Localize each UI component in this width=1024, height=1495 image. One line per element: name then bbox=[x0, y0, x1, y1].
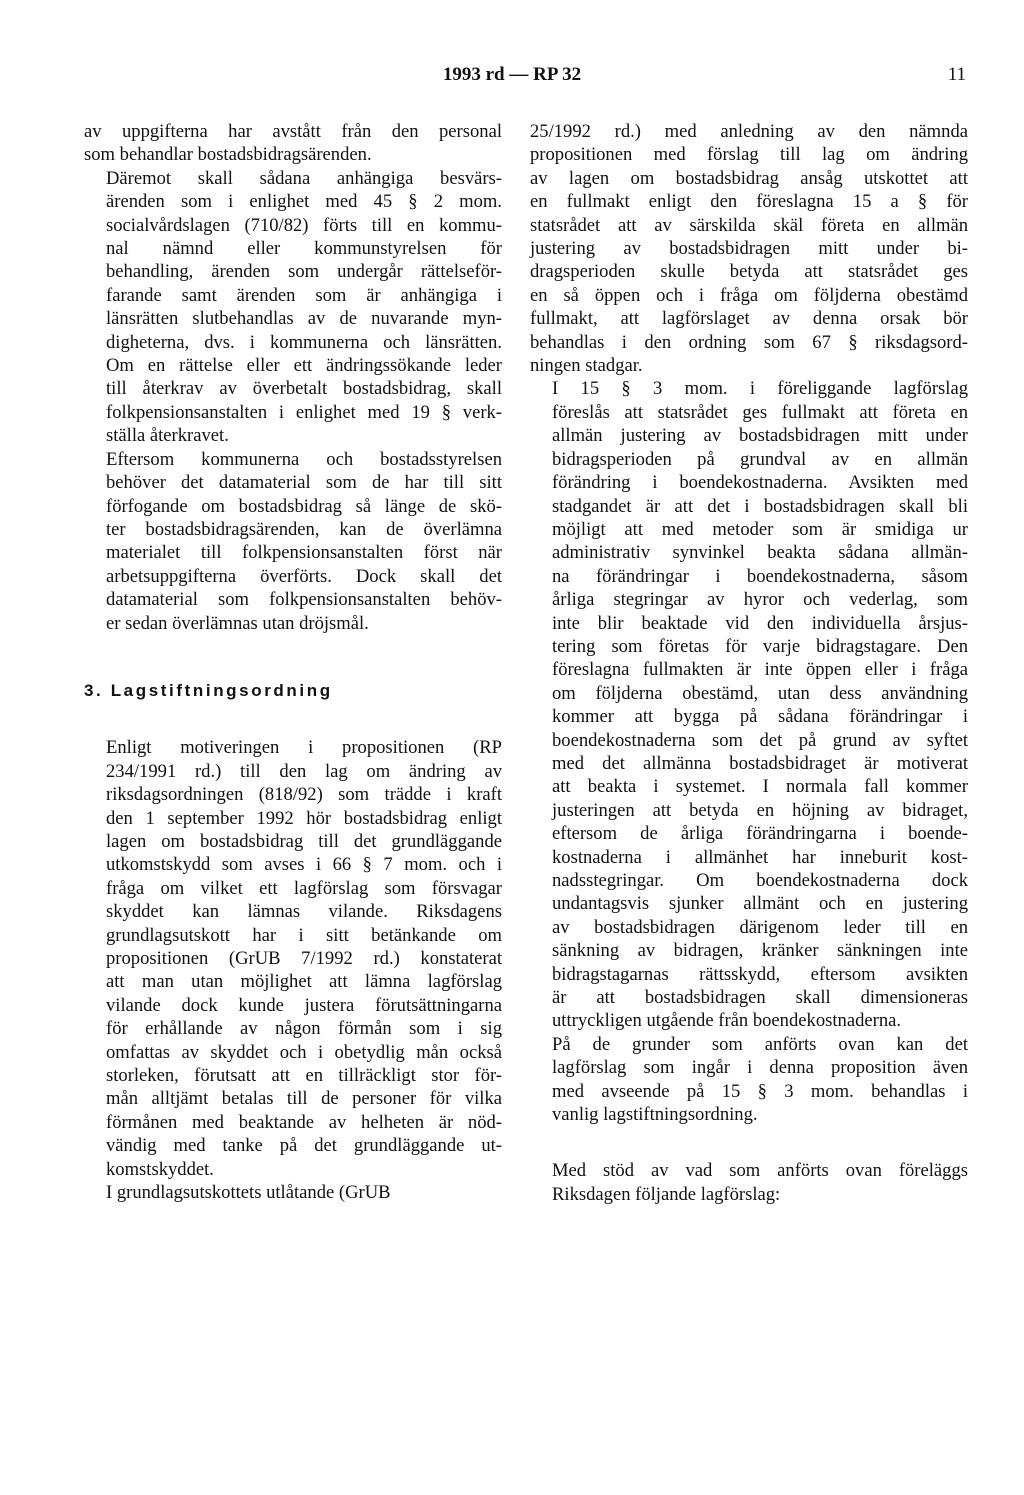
text-line: datamaterial som folkpensionsanstalten behöv- bbox=[106, 589, 502, 611]
text-line: till återkrav av överbetalt bostadsbidrag, skall bbox=[106, 378, 502, 400]
text-line: komstskyddet. bbox=[106, 1158, 214, 1180]
text-line: inte blir beaktade vid den individuella årsjus- bbox=[552, 612, 968, 634]
text-line: ärenden som i enlighet med 45 § 2 mom. bbox=[106, 191, 502, 213]
text-line: justeringen att betyda en höjning av bidraget, bbox=[552, 799, 968, 821]
text-line: I 15 § 3 mom. i föreliggande lagförslag bbox=[552, 378, 968, 400]
text-line: ningen stadgar. bbox=[530, 355, 643, 377]
text-line: propositionen med förslag till lag om ändring bbox=[530, 144, 968, 166]
text-line: som behandlar bostadsbidragsärenden. bbox=[84, 144, 372, 166]
text-line: behandling, ärenden som undergår rättelseför- bbox=[106, 261, 502, 283]
text-line: behöver det datamaterial som de har till sitt bbox=[106, 472, 502, 494]
text-line: ter bostadsbidragsärenden, kan de överlämna bbox=[106, 518, 502, 540]
section-heading: 3. Lagstiftningsordning bbox=[84, 680, 333, 700]
right-column bbox=[530, 120, 968, 1206]
page-header bbox=[0, 64, 1024, 94]
text-line: boendekostnaderna som det på grund av syftet bbox=[552, 729, 968, 751]
text-line: en fullmakt enligt den föreslagna 15 a § för bbox=[530, 191, 968, 213]
text-line: nal nämnd eller kommunstyrelsen för bbox=[106, 238, 502, 260]
text-line: förmånen med beaktande av helheten är nöd- bbox=[106, 1111, 502, 1133]
text-line: lagen om bostadsbidrag till det grundläggande bbox=[106, 830, 502, 852]
text-line: eftersom de årliga förändringarna i boende- bbox=[552, 823, 968, 845]
text-line: omfattas av skyddet och i obetydlig mån också bbox=[106, 1041, 502, 1063]
text-line: fråga om vilket ett lagförslag som försvagar bbox=[106, 877, 502, 899]
text-line: kommer att bygga på sådana förändringar i bbox=[552, 706, 968, 728]
text-line: bidragsperioden på grundval av en allmän bbox=[552, 448, 968, 470]
text-line: materialet till folkpensionsanstalten först när bbox=[106, 542, 502, 564]
text-line: uttryckligen utgående från boendekostnaderna. bbox=[552, 1010, 902, 1032]
text-line: vändig med tanke på det grundläggande ut- bbox=[106, 1135, 502, 1157]
text-line: vilande dock kunde justera förutsättningarna bbox=[106, 994, 502, 1016]
text-line: Om en rättelse eller ett ändringssökande leder bbox=[106, 355, 502, 377]
text-line: föreslås att statsrådet ges fullmakt att företa en bbox=[552, 401, 968, 423]
text-line: undantagsvis sjunker allmänt och en justering bbox=[552, 893, 968, 915]
text-line: storleken, förutsatt att en tillräckligt stor för- bbox=[106, 1065, 502, 1087]
text-line: att beakta i systemet. I normala fall kommer bbox=[552, 776, 968, 798]
running-title: 1993 rd — RP 32 bbox=[442, 64, 582, 85]
paragraph bbox=[84, 736, 502, 1181]
spacer bbox=[530, 1126, 968, 1159]
text-line: förändring i boendekostnaderna. Avsikten med bbox=[552, 472, 968, 494]
text-line: vanlig lagstiftningsordning. bbox=[552, 1104, 758, 1126]
text-line: av bostadsbidragen därigenom leder till en bbox=[552, 916, 968, 938]
text-line: tering som företas för varje bidragstagare. Den bbox=[552, 635, 968, 657]
text-line: stadgandet är att det i bostadsbidragen skall bli bbox=[552, 495, 968, 517]
text-line: fullmakt, att lagförslaget av denna orsak bör bbox=[530, 308, 968, 330]
text-line: dragsperioden skulle betyda att statsrådet ges bbox=[530, 261, 968, 283]
text-line: I grundlagsutskottets utlåtande (GrUB bbox=[106, 1182, 391, 1204]
paragraph bbox=[84, 448, 502, 635]
text-line: riksdagsordningen (818/92) som trädde i kraft bbox=[106, 784, 502, 806]
text-line: behandlas i den ordning som 67 § riksdagsord- bbox=[530, 331, 968, 353]
text-line: Med stöd av vad som anförts ovan föreläggs bbox=[552, 1160, 968, 1182]
text-line: På de grunder som anförts ovan kan det bbox=[552, 1033, 968, 1055]
text-line: med avseende på 15 § 3 mom. behandlas i bbox=[552, 1080, 968, 1102]
text-line: möjligt att med metoder som är smidiga ur bbox=[552, 518, 968, 540]
text-line: er sedan överlämnas utan dröjsmål. bbox=[106, 612, 369, 634]
paragraph bbox=[84, 120, 502, 167]
text-line: länsrätten slutbehandlas av de nuvarande myn- bbox=[106, 308, 502, 330]
text-line: att man utan möjlighet att lämna lagförslag bbox=[106, 971, 502, 993]
text-line: socialvårdslagen (710/82) förts till en kommu- bbox=[106, 214, 502, 236]
text-line: skyddet kan lämnas vilande. Riksdagens bbox=[106, 901, 502, 923]
text-line: statsrådet att av särskilda skäl företa en allmän bbox=[530, 214, 968, 236]
page-number: 11 bbox=[947, 64, 966, 85]
text-line: 25/1992 rd.) med anledning av den nämnda bbox=[530, 121, 968, 142]
text-line: ställa återkravet. bbox=[106, 425, 229, 447]
text-line: Enligt motiveringen i propositionen (RP bbox=[106, 737, 502, 759]
text-line: om följderna obestämd, utan dess användning bbox=[552, 682, 968, 704]
text-line: av uppgifterna har avstått från den personal bbox=[84, 121, 502, 142]
text-line: med det allmänna bostadsbidraget är motiverat bbox=[552, 752, 968, 774]
text-line: propositionen (GrUB 7/1992 rd.) konstaterat bbox=[106, 948, 502, 969]
text-line: årliga stegringar av hyror och vederlag, som bbox=[552, 589, 968, 611]
text-line: administrativ synvinkel beakta sådana allmän- bbox=[552, 542, 968, 564]
text-line: grundlagsutskott har i sitt betänkande om bbox=[106, 924, 502, 946]
text-line: na förändringar i boendekostnaderna, såsom bbox=[552, 565, 968, 587]
paragraph bbox=[84, 167, 502, 448]
text-line: Eftersom kommunerna och bostadsstyrelsen bbox=[106, 448, 502, 470]
text-line: en så öppen och i fråga om följderna obestämd bbox=[530, 284, 968, 306]
paragraph bbox=[530, 120, 968, 377]
paragraph bbox=[530, 377, 968, 1032]
text-line: för erhållande av någon förmån som i sig bbox=[106, 1018, 502, 1040]
text-line: är att bostadsbidragen skall dimensioneras bbox=[552, 987, 968, 1009]
text-line: digheterna, dvs. i kommunerna och länsrätten. bbox=[106, 331, 502, 353]
text-line: förfogande om bostadsbidrag så länge de skö- bbox=[106, 495, 502, 517]
text-line: den 1 september 1992 hör bostadsbidrag enligt bbox=[106, 807, 502, 829]
text-line: utkomstskydd som avses i 66 § 7 mom. och i bbox=[106, 854, 502, 876]
text-line: lagförslag som ingår i denna proposition även bbox=[552, 1057, 968, 1079]
text-line: Däremot skall sådana anhängiga besvärs- bbox=[106, 167, 502, 189]
text-line: justering av bostadsbidragen mitt under bi- bbox=[530, 238, 968, 260]
text-line: allmän justering av bostadsbidragen mitt under bbox=[552, 425, 968, 447]
text-line: kostnaderna i allmänhet har inneburit kost- bbox=[552, 846, 968, 868]
text-line: nadsstegringar. Om boendekostnaderna dock bbox=[552, 870, 968, 891]
text-line: farande samt ärenden som är anhängiga i bbox=[106, 284, 502, 306]
text-line: av lagen om bostadsbidrag ansåg utskottet att bbox=[530, 167, 968, 189]
text-line: sänkning av bidragen, kränker sänkningen inte bbox=[552, 940, 968, 962]
text-line: bidragstagarnas rättsskydd, eftersom avsikten bbox=[552, 963, 968, 985]
left-column bbox=[84, 120, 502, 1204]
text-line: mån alltjämt betalas till de personer för vilka bbox=[106, 1088, 502, 1110]
paragraph bbox=[530, 1159, 968, 1206]
text-line: föreslagna fullmakten är inte öppen eller i fråga bbox=[552, 659, 968, 681]
paragraph bbox=[84, 1181, 502, 1204]
text-line: folkpensionsanstalten i enlighet med 19 § verk- bbox=[106, 401, 502, 423]
text-line: Riksdagen följande lagförslag: bbox=[552, 1183, 781, 1205]
text-line: arbetsuppgifterna överförts. Dock skall det bbox=[106, 565, 502, 587]
text-line: 234/1991 rd.) till den lag om ändring av bbox=[106, 760, 502, 782]
paragraph bbox=[530, 1033, 968, 1127]
